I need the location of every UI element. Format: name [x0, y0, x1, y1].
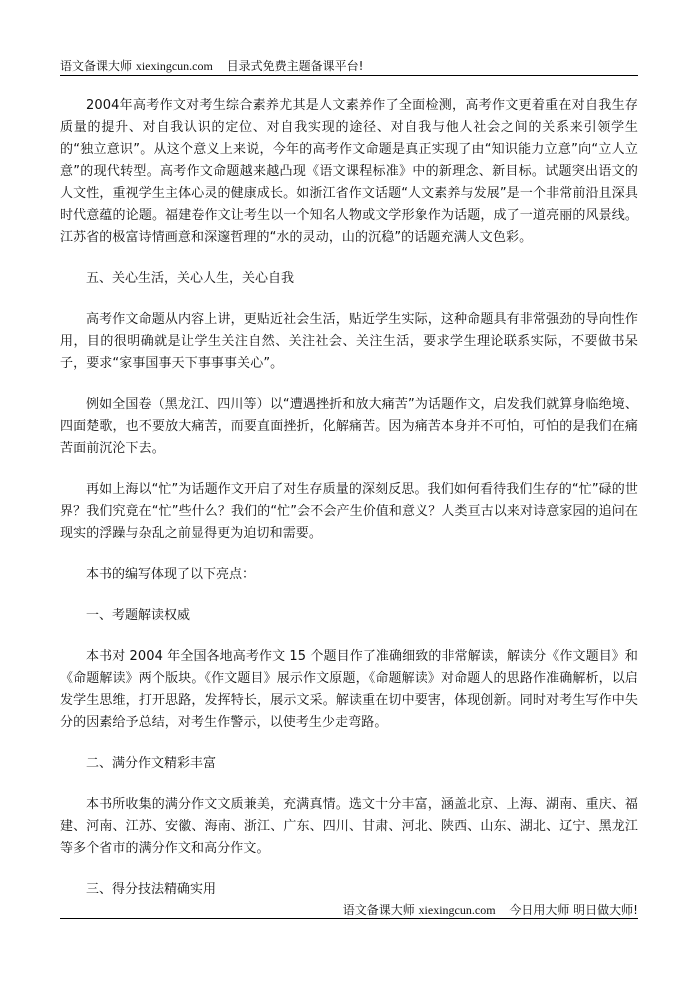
document-body: [60, 95, 638, 920]
section-heading: 五、关心生活，关心人生，关心自我: [86, 271, 295, 286]
paragraph: 2004年高考作文对考生综合素养尤其是人文素养作了全面检测，高考作文更着重在对自我生存质量的提升、对自我认识的定位、对自我实现的途径、对自我与他人社会之间的关系来引领学生的“独立意识”。从这个意义上来说，今年的高考作文命题是真正实现了由“知识能力立意”向“立人立意”的现代转型。高考作文命题越来越凸现《语文课程标准》中的新理念、新目标。试题突出语文的人文性，重视学生主体心灵的健康成长。如浙江省作文话题“人文素养与发展”是一个非常前沿且深具时代意蕴的论题。福建卷作文让考生以一个知名人物或文学形象作为话题，成了一道亮丽的风景线。江苏省的极富诗情画意和深邃哲理的“水的灵动，山的沉稳”的话题充满人文色彩。: [60, 98, 638, 245]
section-heading: 三、得分技法精确实用: [86, 882, 217, 897]
paragraph: 再如上海以“忙”为话题作文开启了对生存质量的深刻反思。我们如何看待我们生存的“忙”碌的世界？我们究竟在“忙”些什么？我们的“忙”会不会产生价值和意义？人类亘古以来对诗意家园的追问在现实的浮躁与杂乱之前显得更为迫切和需要。: [60, 482, 638, 541]
paragraph: 本书所收集的满分作文文质兼美，充满真情。选文十分丰富，涵盖北京、上海、湖南、重庆、福建、河南、江苏、安徽、海南、浙江、广东、四川、甘肃、河北、陕西、山东、湖北、辽宁、黑龙江等多个省市的满分作文和高分作文。: [60, 797, 638, 856]
page-footer: [60, 901, 638, 919]
header-divider: [60, 75, 638, 76]
paragraph: 高考作文命题从内容上讲，更贴近社会生活，贴近学生实际，这种命题具有非常强劲的导向性作用，目的很明确就是让学生关注自然、关注社会、关注生活，要求学生理论联系实际，不要做书呆子，要求“家事国事天下事事事关心”。: [60, 312, 638, 371]
footer-divider: [60, 918, 638, 919]
footer-slogan: 今日用大师 明日做大师!: [509, 903, 638, 917]
section-heading: 本书的编写体现了以下亮点：: [86, 567, 256, 582]
footer-site-link[interactable]: xiexingcun.com: [418, 903, 496, 917]
section-heading: 二、满分作文精彩丰富: [86, 756, 217, 771]
page-header: [60, 57, 638, 75]
paragraph: 本书对 2004 年全国各地高考作文 15 个题目作了准确细致的非常解读，解读分《作文题目》和《命题解读》两个版块。《作文题目》展示作文原题，《命题解读》对命题人的思路作准确解析，以启发学生思维，打开思路，发挥特长，展示文采。解读重在切中要害，体现创新。同时对考生写作中失分的因素给予总结，对考生作警示，以使考生少走弯路。: [60, 649, 638, 730]
header-brand: 语文备课大师: [60, 59, 133, 73]
section-heading: 一、考题解读权威: [86, 608, 191, 623]
paragraph: 例如全国卷（黑龙江、四川等）以“遭遇挫折和放大痛苦”为话题作文，启发我们就算身临绝境、四面楚歌，也不要放大痛苦，而要直面挫折，化解痛苦。因为痛苦本身并不可怕，可怕的是我们在痛苦面前沉沦下去。: [60, 397, 638, 456]
header-site-link[interactable]: xiexingcun.com: [135, 59, 213, 73]
header-slogan: 目录式免费主题备课平台!: [226, 59, 364, 73]
footer-brand: 语文备课大师: [342, 903, 415, 917]
